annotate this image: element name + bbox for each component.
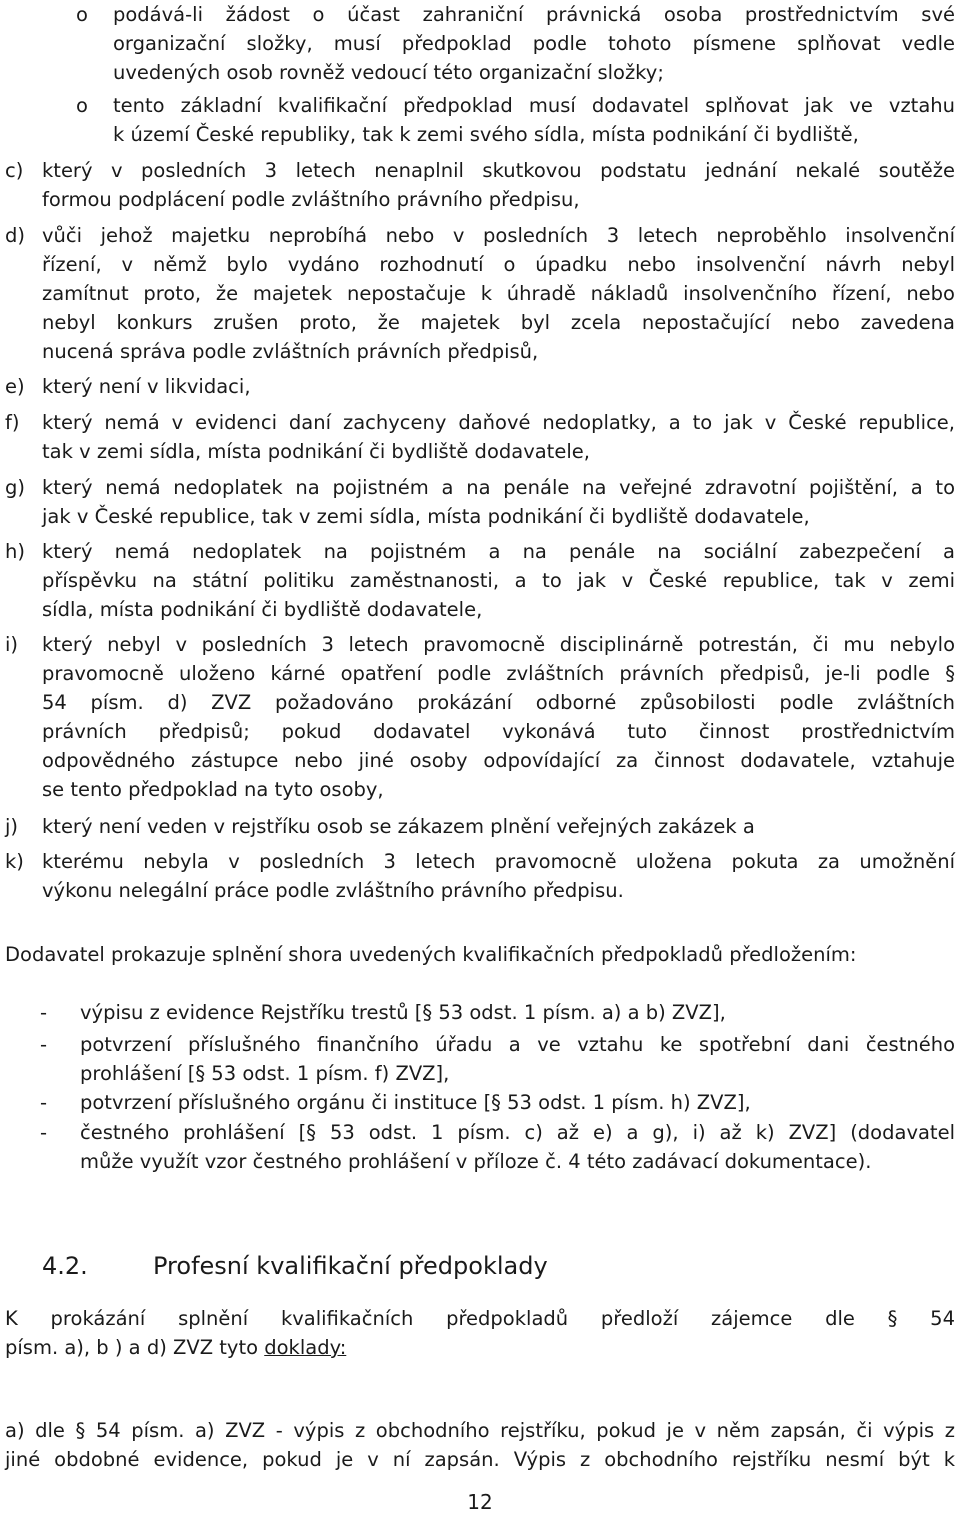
sub-item-line: podává-li žádost o účast zahraniční právnická osoba prostřednictvím své — [113, 3, 955, 26]
item-line: pravomocně uloženo kárné opatření podle zvláštních právních předpisů, je-li podle § — [42, 662, 955, 685]
item-a-line: jiné obdobné evidence, pokud je v ní zapsán. Výpis z obchodního rejstříku nesmí být k — [5, 1448, 955, 1471]
item-marker: d) — [5, 224, 25, 247]
item-marker: c) — [5, 159, 24, 182]
dash-item-line: prohlášení [§ 53 odst. 1 písm. f) ZVZ], — [80, 1062, 450, 1085]
sub-item-line: organizační složky, musí předpoklad podle tohoto písmene splňovat vedle — [113, 32, 955, 55]
item-line: který nemá v evidenci daní zachyceny daňové nedoplatky, a to jak v České republice, — [42, 411, 955, 434]
item-line: jak v České republice, tak v zemi sídla, místa podnikání či bydliště dodavatele, — [42, 505, 810, 528]
dash-marker: - — [40, 1033, 48, 1056]
item-line: který není veden v rejstříku osob se zákazem plnění veřejných zakázek a — [42, 815, 755, 838]
item-line: příspěvku na státní politiku zaměstnanosti, a to jak v České republice, tak v zemi — [42, 569, 955, 592]
sub-item-line: uvedených osob rovněž vedoucí této organizační složky; — [113, 61, 664, 84]
section-title: Profesní kvalifikační předpoklady — [153, 1252, 548, 1280]
item-marker: j) — [5, 815, 19, 838]
sub-item-marker: o — [76, 3, 88, 26]
item-line: formou podplácení podle zvláštního právního předpisu, — [42, 188, 580, 211]
dash-marker: - — [40, 1091, 48, 1114]
item-line: se tento předpoklad na tyto osoby, — [42, 778, 384, 801]
dash-marker: - — [40, 1121, 48, 1144]
dash-item-line: výpisu z evidence Rejstříku trestů [§ 53 odst. 1 písm. a) a b) ZVZ], — [80, 1001, 726, 1024]
item-line: kterému nebyla v posledních 3 letech pravomocně uložena pokuta za umožnění — [42, 850, 955, 873]
item-line: který není v likvidaci, — [42, 375, 251, 398]
dash-item-line: čestného prohlášení [§ 53 odst. 1 písm. c) až e) a g), i) až k) ZVZ] (dodavatel — [80, 1121, 955, 1144]
item-a-line: a) dle § 54 písm. a) ZVZ - výpis z obchodního rejstříku, pokud je v něm zapsán, či výpis z — [5, 1419, 955, 1442]
item-line: tak v zemi sídla, místa podnikání či bydliště dodavatele, — [42, 440, 590, 463]
sub-item-marker: o — [76, 94, 88, 117]
item-marker: k) — [5, 850, 24, 873]
item-marker: f) — [5, 411, 20, 434]
section-number: 4.2. — [42, 1252, 88, 1280]
item-line: výkonu nelegální práce podle zvláštního právního předpisu. — [42, 879, 624, 902]
proof-intro: Dodavatel prokazuje splnění shora uvedených kvalifikačních předpokladů předložením: — [5, 943, 857, 966]
item-marker: g) — [5, 476, 25, 499]
item-line: který nemá nedoplatek na pojistném a na penále na sociální zabezpečení a — [42, 540, 955, 563]
dash-marker: - — [40, 1001, 48, 1024]
item-marker: i) — [5, 633, 19, 656]
item-line: který nemá nedoplatek na pojistném a na penále na veřejné zdravotní pojištění, a to — [42, 476, 955, 499]
dash-item-line: potvrzení příslušného finančního úřadu a ve vztahu ke spotřební dani čestného — [80, 1033, 955, 1056]
section-paragraph-line — [5, 1333, 346, 1362]
item-line: nucená správa podle zvláštních právních předpisů, — [42, 340, 539, 363]
sub-item-line: tento základní kvalifikační předpoklad musí dodavatel splňovat jak ve vztahu — [113, 94, 955, 117]
item-line: nebyl konkurs zrušen proto, že majetek byl zcela nepostačující nebo zavedena — [42, 311, 955, 334]
sub-item-line: k území České republiky, tak k zemi svého sídla, místa podnikání či bydliště, — [113, 123, 859, 146]
item-line: 54 písm. d) ZVZ požadováno prokázání odborné způsobilosti podle zvláštních — [42, 691, 955, 714]
item-line: který nebyl v posledních 3 letech pravomocně disciplinárně potrestán, či mu nebylo — [42, 633, 955, 656]
item-line: řízení, v němž bylo vydáno rozhodnutí o úpadku nebo insolvenční návrh nebyl — [42, 253, 955, 276]
item-line: který v posledních 3 letech nenaplnil skutkovou podstatu jednání nekalé soutěže — [42, 159, 955, 182]
section-paragraph-text: písm. a), b ) a d) ZVZ tyto — [5, 1336, 265, 1359]
dash-item-line: může využít vzor čestného prohlášení v příloze č. 4 této zadávací dokumentace). — [80, 1150, 872, 1173]
item-line: odpovědného zástupce nebo jiné osoby odpovídající za činnost dodavatele, vztahuje — [42, 749, 955, 772]
page-number: 12 — [467, 1490, 493, 1514]
item-line: sídla, místa podnikání či bydliště dodavatele, — [42, 598, 483, 621]
item-line: právních předpisů; pokud dodavatel vykonává tuto činnost prostřednictvím — [42, 720, 955, 743]
item-marker: e) — [5, 375, 25, 398]
item-line: vůči jehož majetku neprobíhá nebo v posledních 3 letech neproběhlo insolvenční — [42, 224, 955, 247]
item-line: zamítnut proto, že majetek nepostačuje k úhradě nákladů insolvenčního řízení, nebo — [42, 282, 955, 305]
section-paragraph-line: K prokázání splnění kvalifikačních předpokladů předloží zájemce dle § 54 — [5, 1307, 955, 1330]
doklady-link: doklady: — [264, 1336, 347, 1359]
item-marker: h) — [5, 540, 25, 563]
dash-item-line: potvrzení příslušného orgánu či instituce [§ 53 odst. 1 písm. h) ZVZ], — [80, 1091, 751, 1114]
